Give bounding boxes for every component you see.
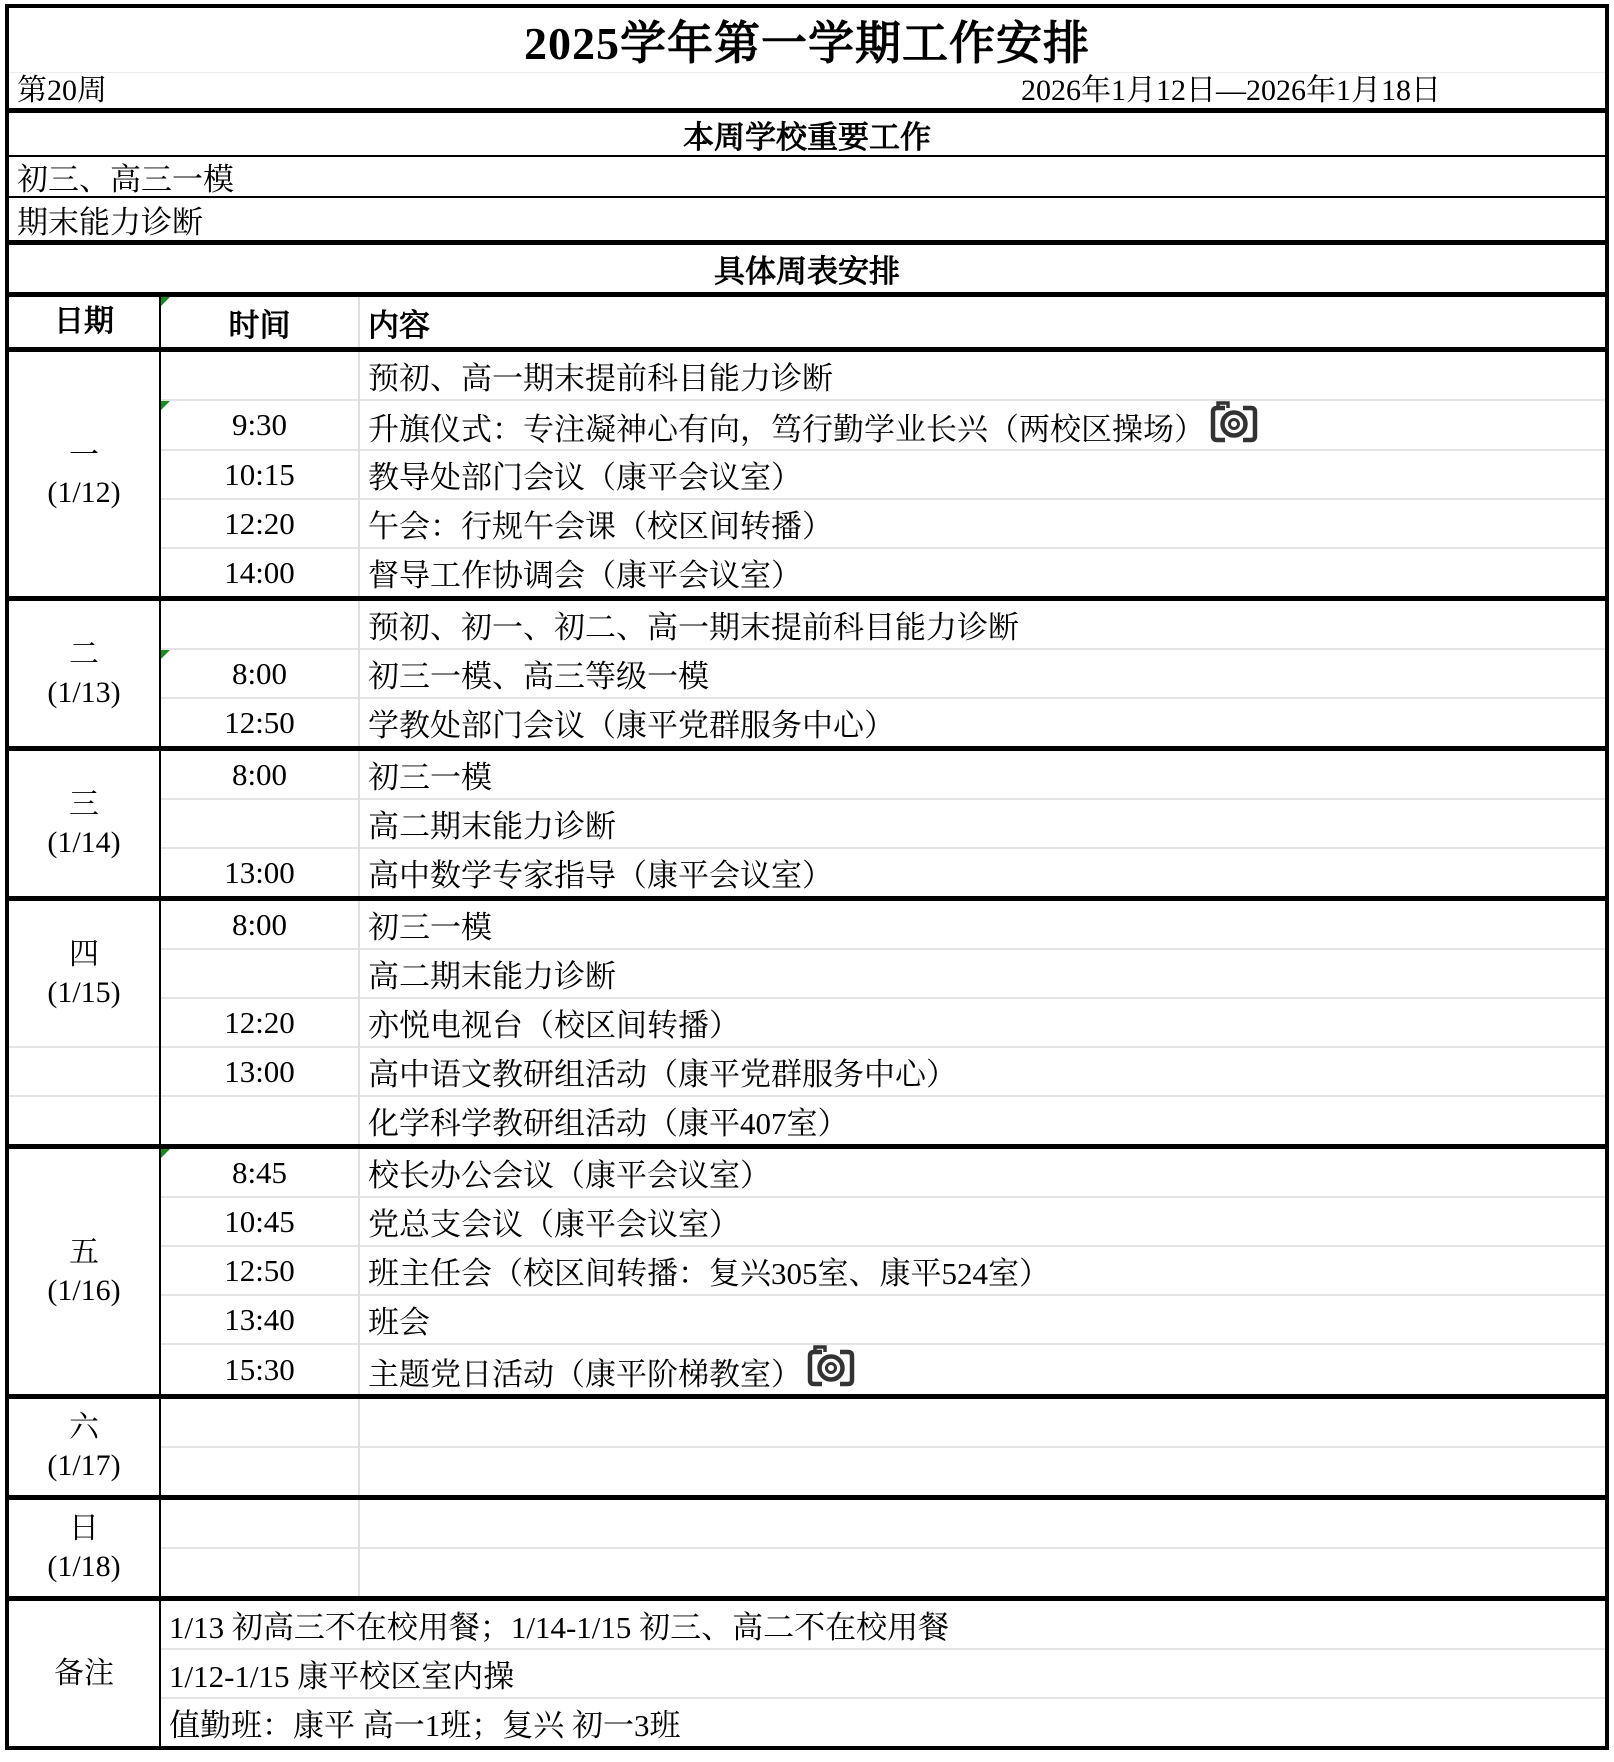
content-cell: 初三一模 bbox=[359, 749, 1605, 800]
remark-item: 1/12-1/15 康平校区室内操 bbox=[160, 1649, 1605, 1698]
time-cell bbox=[160, 1497, 359, 1548]
content-cell: 督导工作协调会（康平会议室） bbox=[359, 548, 1605, 599]
content-cell: 初三一模、高三等级一模 bbox=[359, 649, 1605, 698]
time-cell bbox=[160, 1548, 359, 1599]
comment-flag-icon bbox=[161, 401, 170, 410]
table-row bbox=[9, 1649, 1605, 1698]
table-row bbox=[9, 949, 1605, 998]
table-row bbox=[9, 698, 1605, 749]
table-row bbox=[9, 1447, 1605, 1498]
day-name: 一 bbox=[69, 438, 99, 472]
worksheet bbox=[5, 4, 1609, 1750]
remark-item: 1/13 初高三不在校用餐；1/14-1/15 初三、高二不在校用餐 bbox=[160, 1598, 1605, 1649]
schedule-table bbox=[9, 297, 1605, 1746]
day-date: (1/16) bbox=[47, 1273, 121, 1307]
day-date: (1/15) bbox=[47, 975, 121, 1009]
time-cell: 8:00 bbox=[160, 749, 359, 800]
table-row bbox=[9, 998, 1605, 1047]
content-cell: 班主任会（校区间转播：复兴305室、康平524室） bbox=[359, 1246, 1605, 1295]
schedule-section-header: 具体周表安排 bbox=[9, 245, 1605, 297]
time-cell: 13:00 bbox=[160, 1047, 359, 1096]
content-cell: 化学科学教研组活动（康平407室） bbox=[359, 1096, 1605, 1147]
date-cell-empty bbox=[9, 1096, 160, 1147]
date-cell-monday bbox=[9, 350, 160, 599]
table-row bbox=[9, 1548, 1605, 1599]
table-row bbox=[9, 899, 1605, 950]
day-date: (1/13) bbox=[47, 675, 121, 709]
content-cell bbox=[359, 400, 1605, 450]
camera-icon bbox=[805, 1345, 857, 1389]
week-label: 第20周 bbox=[17, 74, 107, 107]
date-range: 2026年1月12日—2026年1月18日 bbox=[1021, 74, 1441, 107]
time-cell: 12:20 bbox=[160, 499, 359, 548]
table-row bbox=[9, 450, 1605, 499]
content-cell: 班会 bbox=[359, 1295, 1605, 1344]
day-name: 日 bbox=[69, 1512, 99, 1546]
table-row bbox=[9, 400, 1605, 450]
content-cell: 亦悦电视台（校区间转播） bbox=[359, 998, 1605, 1047]
time-text: 8:45 bbox=[231, 1154, 288, 1190]
date-cell-friday bbox=[9, 1147, 160, 1396]
content-cell: 高中数学专家指导（康平会议室） bbox=[359, 848, 1605, 899]
time-cell: 12:50 bbox=[160, 1246, 359, 1295]
content-cell: 高中语文教研组活动（康平党群服务中心） bbox=[359, 1047, 1605, 1096]
remark-item: 值勤班：康平 高一1班；复兴 初一3班 bbox=[160, 1698, 1605, 1746]
time-cell bbox=[160, 400, 359, 450]
date-cell-thursday bbox=[9, 899, 160, 1048]
time-cell bbox=[160, 1147, 359, 1198]
column-header-time-label: 时间 bbox=[228, 307, 291, 343]
column-header-row bbox=[9, 297, 1605, 350]
table-row bbox=[9, 1698, 1605, 1746]
day-date: (1/14) bbox=[47, 825, 121, 859]
content-text: 升旗仪式：专注凝神心有向，笃行勤学业长兴（两校区操场） bbox=[368, 412, 1205, 448]
content-text: 主题党日活动（康平阶梯教室） bbox=[368, 1356, 802, 1392]
table-row bbox=[9, 548, 1605, 599]
time-cell bbox=[160, 649, 359, 698]
column-header-content: 内容 bbox=[359, 297, 1605, 350]
table-row bbox=[9, 1047, 1605, 1096]
column-header-time bbox=[160, 297, 359, 350]
time-text: 9:30 bbox=[231, 407, 288, 443]
content-cell: 预初、初一、初二、高一期末提前科目能力诊断 bbox=[359, 599, 1605, 650]
day-date: (1/12) bbox=[47, 476, 121, 510]
content-cell bbox=[359, 1497, 1605, 1548]
table-row bbox=[9, 1344, 1605, 1396]
table-row bbox=[9, 1396, 1605, 1447]
time-cell: 10:45 bbox=[160, 1197, 359, 1246]
time-cell bbox=[160, 1396, 359, 1447]
content-cell bbox=[359, 1344, 1605, 1396]
day-name: 二 bbox=[69, 638, 99, 672]
content-cell: 学教处部门会议（康平党群服务中心） bbox=[359, 698, 1605, 749]
content-cell bbox=[359, 1396, 1605, 1447]
table-row bbox=[9, 1147, 1605, 1198]
content-cell: 初三一模 bbox=[359, 899, 1605, 950]
day-date: (1/17) bbox=[47, 1448, 121, 1482]
important-item-2: 期末能力诊断 bbox=[9, 198, 1605, 245]
time-cell bbox=[160, 799, 359, 848]
date-cell-saturday bbox=[9, 1396, 160, 1497]
date-cell-tuesday bbox=[9, 599, 160, 749]
time-cell bbox=[160, 599, 359, 650]
table-row bbox=[9, 1197, 1605, 1246]
day-name: 四 bbox=[69, 938, 99, 972]
camera-icon bbox=[1208, 401, 1260, 445]
time-cell: 8:00 bbox=[160, 899, 359, 950]
table-row bbox=[9, 599, 1605, 650]
table-row bbox=[9, 848, 1605, 899]
time-cell: 14:00 bbox=[160, 548, 359, 599]
content-cell: 校长办公会议（康平会议室） bbox=[359, 1147, 1605, 1198]
time-cell: 12:50 bbox=[160, 698, 359, 749]
content-cell: 高二期末能力诊断 bbox=[359, 799, 1605, 848]
table-row bbox=[9, 749, 1605, 800]
content-cell: 教导处部门会议（康平会议室） bbox=[359, 450, 1605, 499]
comment-flag-icon bbox=[161, 1149, 170, 1158]
day-name: 三 bbox=[69, 788, 99, 822]
time-cell: 15:30 bbox=[160, 1344, 359, 1396]
time-cell: 13:00 bbox=[160, 848, 359, 899]
date-cell-empty bbox=[9, 1047, 160, 1096]
table-row bbox=[9, 1096, 1605, 1147]
comment-flag-icon bbox=[161, 650, 170, 659]
content-cell: 党总支会议（康平会议室） bbox=[359, 1197, 1605, 1246]
table-row bbox=[9, 1497, 1605, 1548]
table-row bbox=[9, 1295, 1605, 1344]
date-cell-wednesday bbox=[9, 749, 160, 899]
table-row bbox=[9, 499, 1605, 548]
content-cell: 高二期末能力诊断 bbox=[359, 949, 1605, 998]
time-cell bbox=[160, 350, 359, 401]
time-cell bbox=[160, 949, 359, 998]
day-date: (1/18) bbox=[47, 1549, 121, 1583]
day-name: 六 bbox=[69, 1411, 99, 1445]
content-cell: 午会：行规午会课（校区间转播） bbox=[359, 499, 1605, 548]
content-cell bbox=[359, 1447, 1605, 1498]
table-row bbox=[9, 799, 1605, 848]
time-text: 8:00 bbox=[231, 655, 288, 691]
date-cell-sunday bbox=[9, 1497, 160, 1598]
content-cell bbox=[359, 1548, 1605, 1599]
table-row bbox=[9, 1598, 1605, 1649]
week-bar bbox=[9, 73, 1605, 113]
time-cell: 10:15 bbox=[160, 450, 359, 499]
time-cell bbox=[160, 1096, 359, 1147]
important-work-header: 本周学校重要工作 bbox=[9, 113, 1605, 157]
column-header-date: 日期 bbox=[9, 297, 160, 350]
table-row bbox=[9, 649, 1605, 698]
content-cell: 预初、高一期末提前科目能力诊断 bbox=[359, 350, 1605, 401]
table-row bbox=[9, 1246, 1605, 1295]
time-cell: 13:40 bbox=[160, 1295, 359, 1344]
important-item-1: 初三、高三一模 bbox=[9, 157, 1605, 198]
remarks-label: 备注 bbox=[9, 1598, 160, 1746]
document-title: 2025学年第一学期工作安排 bbox=[9, 8, 1605, 73]
table-row bbox=[9, 350, 1605, 401]
day-name: 五 bbox=[69, 1236, 99, 1270]
time-cell: 12:20 bbox=[160, 998, 359, 1047]
comment-flag-icon bbox=[161, 297, 170, 306]
time-cell bbox=[160, 1447, 359, 1498]
